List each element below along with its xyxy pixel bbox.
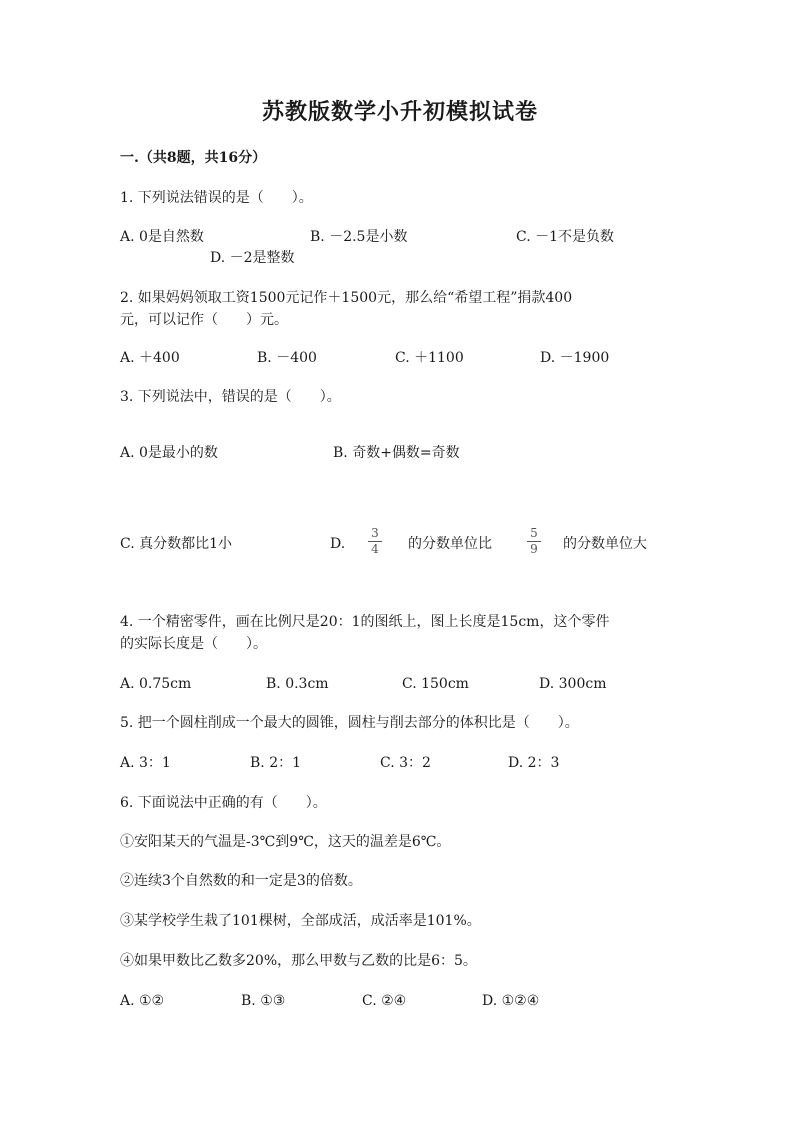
question-5-stem: 5. 把一个圆柱削成一个最大的圆锥，圆柱与削去部分的体积比是（ ）。 bbox=[120, 715, 579, 731]
question-1-stem: 1. 下列说法错误的是（ ）。 bbox=[120, 190, 313, 206]
question-2-option-d: D. －1900 bbox=[540, 350, 610, 366]
question-6-statement-4: ④如果甲数比乙数多20%，那么甲数与乙数的比是6：5。 bbox=[120, 953, 477, 969]
fraction-numerator: 3 bbox=[371, 526, 379, 540]
fraction-numerator: 5 bbox=[530, 526, 538, 540]
question-1-option-a: A. 0是自然数 bbox=[120, 229, 204, 245]
section-header: 一.（共8题，共16分） bbox=[120, 150, 267, 166]
fraction-denominator: 4 bbox=[371, 542, 379, 556]
question-2-option-b: B. －400 bbox=[257, 350, 317, 366]
question-6-stem: 6. 下面说法中正确的有（ ）。 bbox=[120, 795, 327, 811]
question-3-option-b: B. 奇数+偶数=奇数 bbox=[333, 445, 460, 461]
question-5-option-c: C. 3：2 bbox=[380, 755, 431, 771]
question-1-option-c: C. －1不是负数 bbox=[516, 229, 615, 245]
question-6-option-a: A. ①② bbox=[120, 993, 165, 1009]
question-4-option-d: D. 300cm bbox=[539, 676, 607, 692]
question-6-statement-1: ①安阳某天的气温是-3℃到9℃，这天的温差是6℃。 bbox=[120, 834, 451, 850]
question-4-stem-line-1: 4. 一个精密零件，画在比例尺是20：1的图纸上，图上长度是15cm，这个零件 bbox=[120, 614, 610, 630]
question-4-stem-line-2: 的实际长度是（ ）。 bbox=[120, 636, 267, 652]
question-5-option-a: A. 3：1 bbox=[120, 755, 171, 771]
question-6-statement-3: ③某学校学生栽了101棵树，全部成活，成活率是101%。 bbox=[120, 913, 481, 929]
question-1-option-d: D. －2是整数 bbox=[210, 250, 295, 266]
question-3-option-d-middle: 的分数单位比 bbox=[408, 536, 492, 552]
question-4-option-a: A. 0.75cm bbox=[120, 676, 192, 692]
question-2-stem-line-1: 2. 如果妈妈领取工资1500元记作＋1500元，那么给“希望工程”捐款400 bbox=[120, 290, 573, 306]
question-3-stem: 3. 下列说法中，错误的是（ ）。 bbox=[120, 389, 341, 405]
question-6-option-d: D. ①②④ bbox=[482, 993, 540, 1009]
question-3-option-d-end: 的分数单位大 bbox=[563, 536, 647, 552]
question-3-option-d-label: D. bbox=[330, 536, 346, 552]
question-2-stem-line-2: 元，可以记作（ ）元。 bbox=[120, 312, 288, 328]
question-2-option-a: A. ＋400 bbox=[120, 350, 180, 366]
question-5-option-b: B. 2：1 bbox=[250, 755, 302, 771]
question-4-option-b: B. 0.3cm bbox=[266, 676, 329, 692]
question-6-option-b: B. ①③ bbox=[241, 993, 286, 1009]
fraction-denominator: 9 bbox=[530, 542, 538, 556]
question-2-option-c: C. ＋1100 bbox=[395, 350, 464, 366]
fraction-five-ninths bbox=[525, 527, 543, 556]
question-6-option-c: C. ②④ bbox=[362, 993, 407, 1009]
question-1-option-b: B. －2.5是小数 bbox=[310, 229, 408, 245]
fraction-three-quarters bbox=[366, 527, 384, 556]
question-3-option-a: A. 0是最小的数 bbox=[120, 445, 218, 461]
question-4-option-c: C. 150cm bbox=[402, 676, 469, 692]
page-title: 苏教版数学小升初模拟试卷 bbox=[261, 99, 538, 125]
question-3-option-c: C. 真分数都比1小 bbox=[120, 536, 233, 552]
question-6-statement-2: ②连续3个自然数的和一定是3的倍数。 bbox=[120, 873, 362, 889]
question-5-option-d: D. 2：3 bbox=[508, 755, 560, 771]
